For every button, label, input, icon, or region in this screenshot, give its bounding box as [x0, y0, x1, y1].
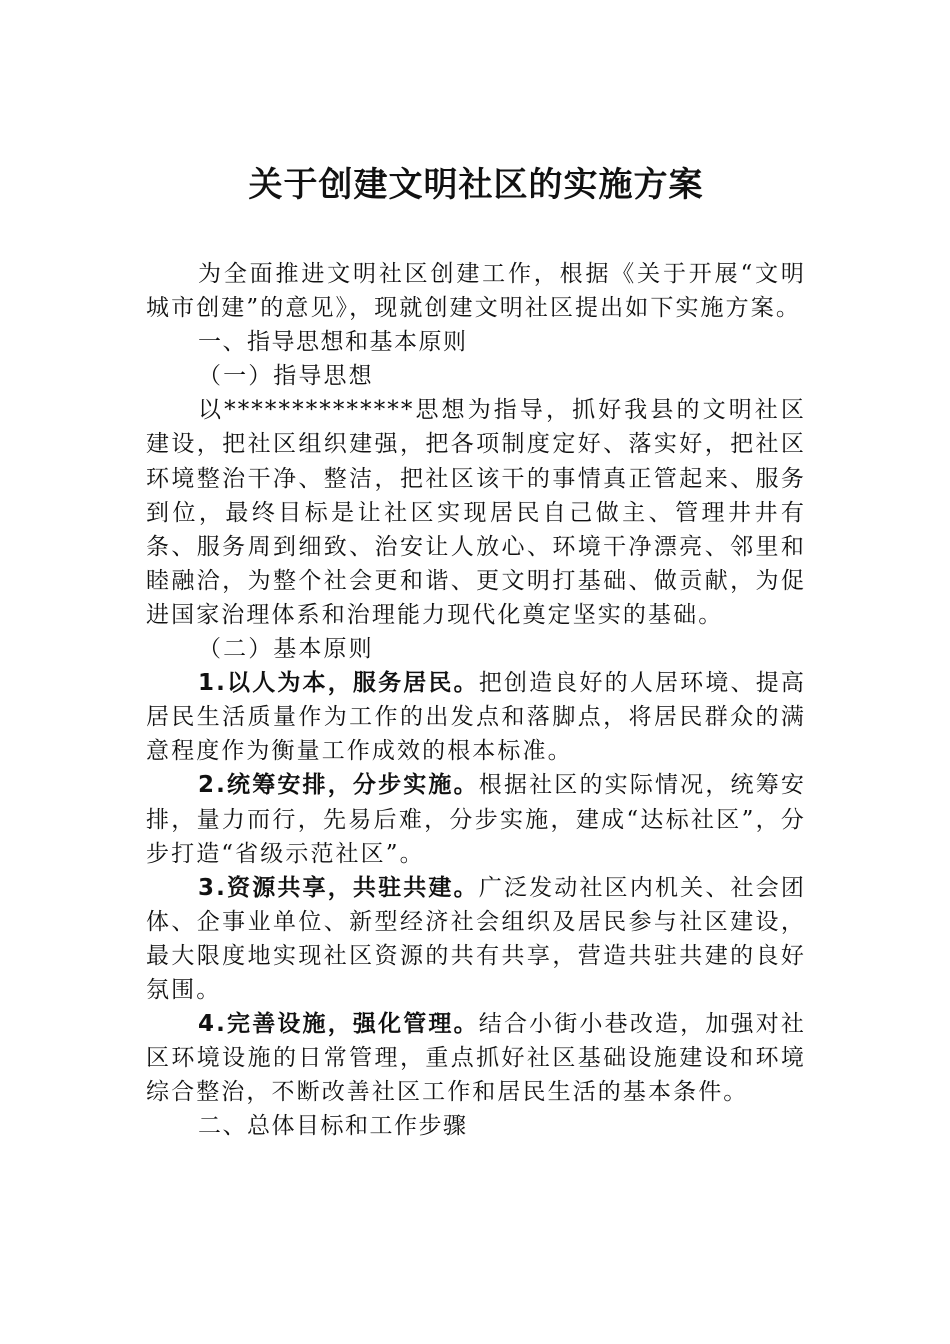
- guiding-thought-paragraph: 以**************思想为指导，抓好我县的文明社区建设，把社区组织建强，把各项制度定好、落实好，把社区环境整治干净、整洁，把社区该干的事情真正管起来、服务到位，最终目标是让社区实现居民自己做主、管理井井有条、服务周到细致、治安让人放心、环境干净漂亮、邻里和睦融洽，为整个社会更和谐、更文明打基础、做贡献，为促进国家治理体系和治理能力现代化奠定坚实的基础。: [146, 397, 806, 628]
- principle-lead: 2.统筹安排，分步实施。: [198, 772, 479, 799]
- principle-text: 根据社区的实际情况，统筹安排，量力而行，先易后难，分步实施，建成“达标社区”，分步打造“省级示范社区”。: [146, 772, 806, 867]
- principle-paragraph: [146, 1007, 806, 1109]
- subsection-heading-guiding-thought: （一）指导思想: [198, 363, 374, 390]
- principle-lead: 1.以人为本，服务居民。: [198, 670, 479, 697]
- principle-lead: 3.资源共享，共驻共建。: [198, 874, 479, 901]
- section-heading-guiding-principles: 一、指导思想和基本原则: [198, 329, 468, 356]
- principle-paragraph: [146, 871, 806, 1007]
- intro-paragraph: 为全面推进文明社区创建工作，根据《关于开展“文明城市创建”的意见》，现就创建文明社区提出如下实施方案。: [146, 261, 806, 322]
- section-heading-goals-and-steps: 二、总体目标和工作步骤: [198, 1113, 468, 1140]
- principle-text: 广泛发动社区内机关、社会团体、企事业单位、新型经济社会组织及居民参与社区建设，最大限度地实现社区资源的共有共享，营造共驻共建的良好氛围。: [146, 874, 806, 1003]
- principle-paragraph: [146, 768, 806, 870]
- document-body: [146, 257, 806, 1143]
- principle-text: 结合小街小巷改造，加强对社区环境设施的日常管理，重点抓好社区基础设施建设和环境综合整治，不断改善社区工作和居民生活的基本条件。: [146, 1011, 806, 1106]
- principle-lead: 4.完善设施，强化管理。: [198, 1011, 479, 1038]
- principle-text: 把创造良好的人居环境、提高居民生活质量作为工作的出发点和落脚点，将居民群众的满意程度作为衡量工作成效的根本标准。: [146, 670, 806, 765]
- document-title: 关于创建文明社区的实施方案: [248, 165, 704, 205]
- principle-paragraph: [146, 666, 806, 768]
- subsection-heading-basic-principles: （二）基本原则: [198, 636, 374, 663]
